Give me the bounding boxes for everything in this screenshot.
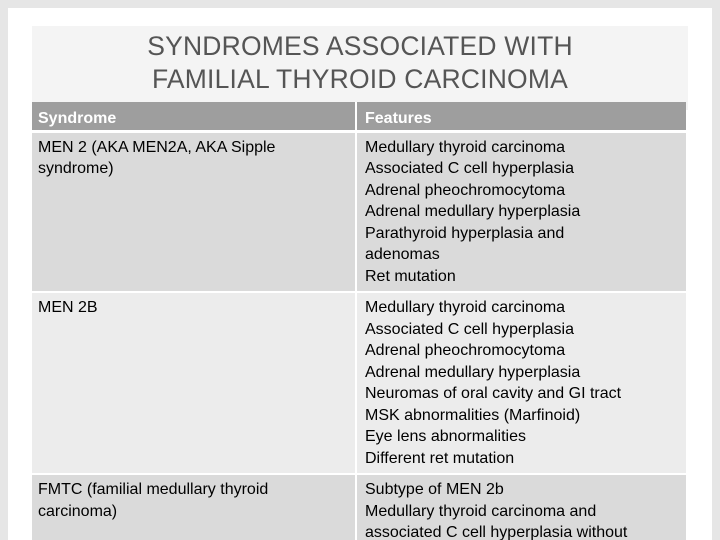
slide-title: [32, 26, 688, 96]
cell-line: Adrenal pheochromocytoma: [365, 342, 566, 359]
cell-line: Eye lens abnormalities: [365, 428, 526, 445]
table-row: [32, 474, 686, 540]
features-cell: [356, 131, 686, 292]
cell-line: Associated C cell hyperplasia: [365, 320, 574, 338]
syndrome-cell: [32, 474, 356, 540]
syndrome-cell: [32, 292, 356, 474]
cell-line: Ret mutation: [365, 267, 456, 285]
table-row: [32, 131, 686, 292]
cell-line: Neuromas of oral cavity and GI tract: [365, 385, 622, 402]
table-header-row: [32, 102, 686, 131]
features-cell: [356, 474, 686, 540]
cell-line: Medullary thyroid carcinoma: [365, 138, 566, 156]
cell-line: MEN 2B: [38, 299, 98, 316]
cell-line: syndrome): [38, 160, 114, 177]
cell-line: FMTC (familial medullary thyroid: [38, 481, 269, 498]
cell-line: Medullary thyroid carcinoma: [365, 299, 566, 316]
cell-line: MSK abnormalities (Marfinoid): [365, 406, 581, 424]
cell-line: Adrenal pheochromocytoma: [365, 181, 566, 199]
cell-line: MEN 2 (AKA MEN2A, AKA Sipple: [38, 138, 276, 156]
cell-line: associated C cell hyperplasia without: [365, 524, 628, 540]
title-box: [32, 26, 688, 110]
cell-line: Adrenal medullary hyperplasia: [365, 363, 581, 381]
cell-line: Different ret mutation: [365, 449, 515, 467]
syndromes-table: [32, 102, 686, 540]
table-row: [32, 292, 686, 474]
cell-line: Medullary thyroid carcinoma and: [365, 502, 597, 520]
title-line-1: SYNDROMES ASSOCIATED WITH: [147, 31, 573, 61]
cell-line: Subtype of MEN 2b: [365, 481, 504, 498]
features-cell: [356, 292, 686, 474]
slide: [8, 8, 712, 540]
cell-line: Parathyroid hyperplasia and: [365, 224, 565, 242]
cell-line: Adrenal medullary hyperplasia: [365, 203, 581, 220]
syndrome-cell: [32, 131, 356, 292]
header-syndrome: Syndrome: [32, 102, 356, 131]
cell-line: Associated C cell hyperplasia: [365, 160, 574, 177]
header-features: Features: [356, 102, 686, 131]
cell-line: carcinoma): [38, 502, 118, 520]
title-line-2: FAMILIAL THYROID CARCINOMA: [151, 64, 568, 94]
cell-line: adenomas: [365, 246, 440, 263]
